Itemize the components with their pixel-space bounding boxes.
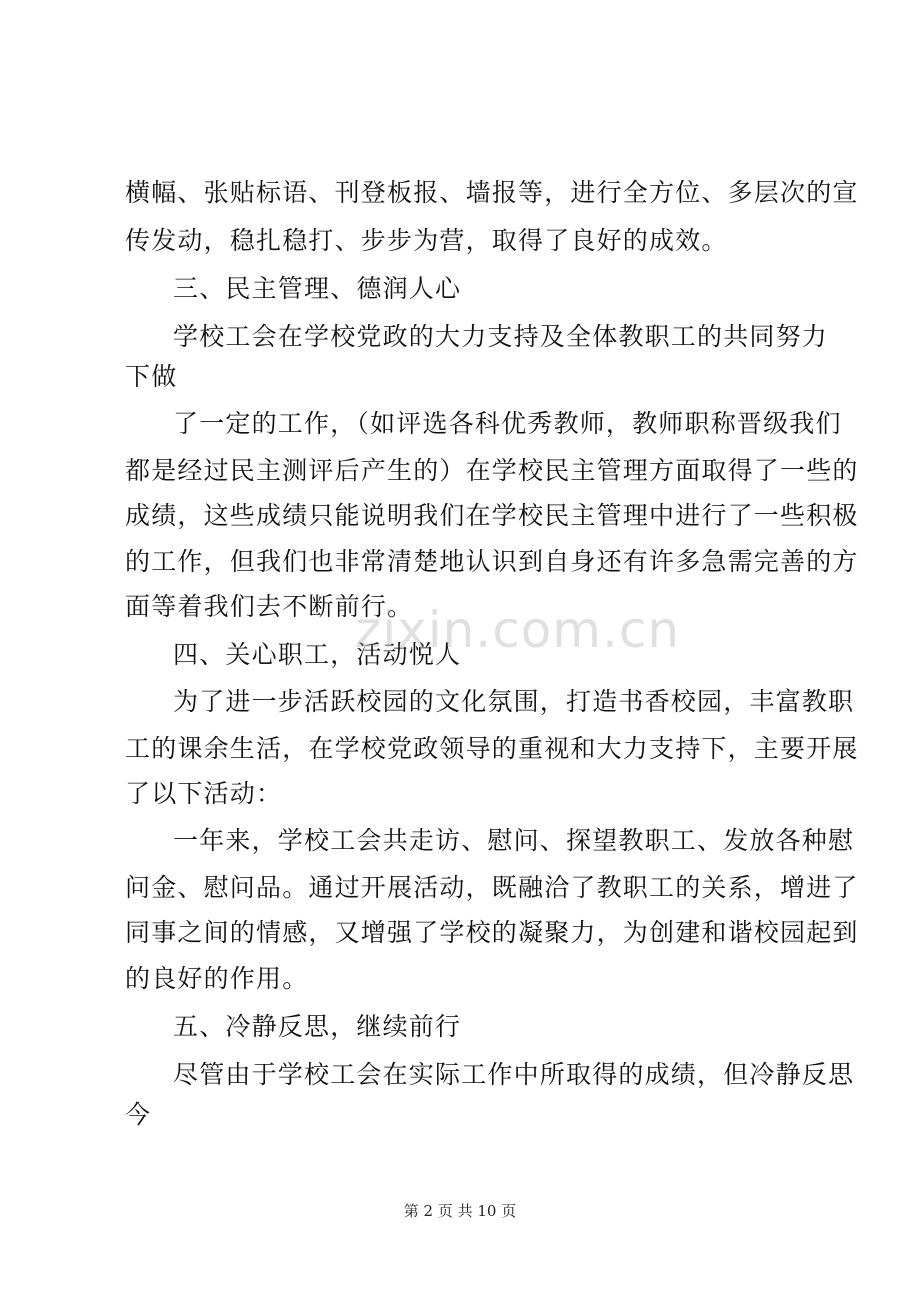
text-line: 都是经过民主测评后产生的）在学校民主管理方面取得了一些的 <box>125 456 859 485</box>
text-line: 为了进一步活跃校园的文化氛围，打造书香校园，丰富教职 <box>173 687 855 716</box>
text-line: 问金、慰问品。通过开展活动，既融洽了教职工的关系，增进了 <box>125 873 859 902</box>
text-line: 成绩，这些成绩只能说明我们在学校民主管理中进行了一些积极 <box>125 501 859 530</box>
text-line: 横幅、张贴标语、刊登板报、墙报等，进行全方位、多层次的宣 <box>125 178 859 207</box>
section-heading: 五、冷静反思，继续前行 <box>173 1012 462 1041</box>
text-line: 面等着我们去不断前行。 <box>125 592 414 621</box>
text-line: 传发动，稳扎稳打、步步为营，取得了良好的成效。 <box>125 226 728 255</box>
section-heading: 三、民主管理、德润人心 <box>173 274 462 303</box>
page-footer: 第 2 页 共 10 页 <box>403 1202 517 1220</box>
text-line: 了一定的工作，（如评选各科优秀教师，教师职称晋级我们 <box>173 409 842 438</box>
text-line: 的工作，但我们也非常清楚地认识到自身还有许多急需完善的方 <box>125 547 859 576</box>
section-heading: 四、关心职工，活动悦人 <box>173 640 462 669</box>
text-line: 尽管由于学校工会在实际工作中所取得的成绩，但冷静反思 <box>173 1060 855 1089</box>
text-line: 下做 <box>125 362 178 391</box>
watermark: zixin.com.cn <box>355 601 681 659</box>
text-line: 了以下活动： <box>125 779 283 808</box>
text-line: 一年来，学校工会共走访、慰问、探望教职工、发放各种慰 <box>173 826 855 855</box>
text-line: 学校工会在学校党政的大力支持及全体教职工的共同努力 <box>173 322 829 351</box>
text-line: 的良好的作用。 <box>125 964 309 993</box>
text-line: 工的课余生活，在学校党政领导的重视和大力支持下，主要开展 <box>125 734 859 763</box>
text-line: 今 <box>125 1100 152 1129</box>
text-line: 同事之间的情感，又增强了学校的凝聚力，为创建和谐校园起到 <box>125 918 859 947</box>
